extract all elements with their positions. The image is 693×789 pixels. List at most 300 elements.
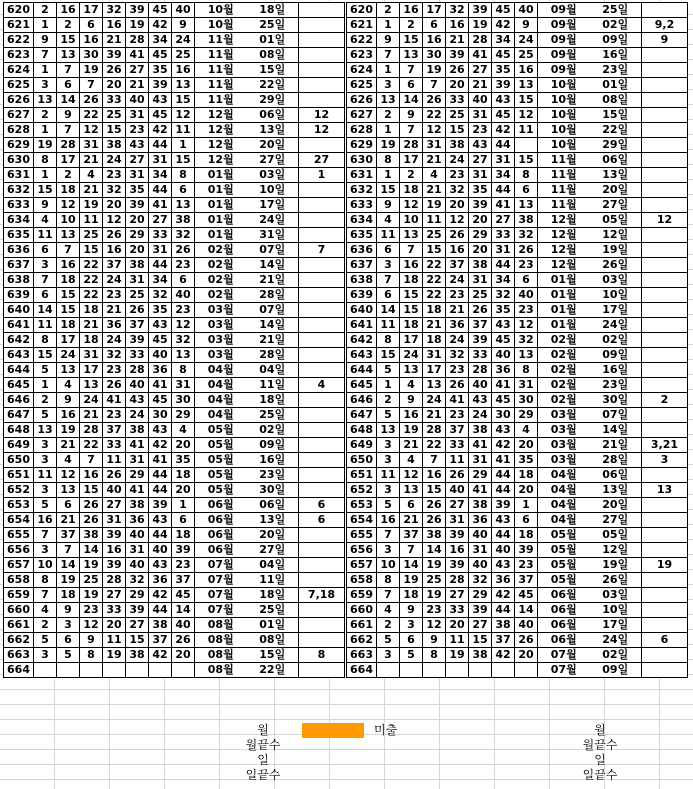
cell-draw-number[interactable]: 625 [347, 78, 377, 93]
cell-ball-number[interactable]: 10 [377, 558, 400, 573]
cell-ball-number[interactable]: 13 [172, 198, 195, 213]
cell-draw-number[interactable]: 657 [4, 558, 34, 573]
cell-note[interactable] [642, 663, 688, 678]
cell-draw-date[interactable] [538, 378, 642, 393]
cell-note[interactable] [642, 3, 688, 18]
cell-ball-number[interactable]: 16 [377, 513, 400, 528]
cell-note[interactable] [299, 18, 345, 33]
cell-draw-number[interactable]: 625 [4, 78, 34, 93]
cell-ball-number[interactable]: 28 [469, 33, 492, 48]
cell-ball-number[interactable]: 16 [423, 468, 446, 483]
cell-ball-number[interactable]: 11 [515, 123, 538, 138]
cell-ball-number[interactable] [469, 663, 492, 678]
cell-ball-number[interactable]: 40 [103, 483, 126, 498]
cell-ball-number[interactable]: 21 [469, 78, 492, 93]
cell-ball-number[interactable]: 36 [492, 363, 515, 378]
cell-draw-number[interactable]: 624 [4, 63, 34, 78]
cell-ball-number[interactable]: 5 [377, 498, 400, 513]
cell-ball-number[interactable]: 26 [103, 63, 126, 78]
cell-ball-number[interactable]: 39 [149, 498, 172, 513]
cell-ball-number[interactable]: 24 [446, 273, 469, 288]
cell-draw-number[interactable]: 658 [4, 573, 34, 588]
cell-ball-number[interactable]: 33 [469, 348, 492, 363]
cell-ball-number[interactable]: 23 [515, 558, 538, 573]
cell-ball-number[interactable]: 18 [400, 183, 423, 198]
cell-ball-number[interactable]: 7 [377, 273, 400, 288]
cell-ball-number[interactable]: 31 [423, 348, 446, 363]
cell-draw-date[interactable] [538, 363, 642, 378]
cell-ball-number[interactable]: 19 [423, 63, 446, 78]
cell-draw-date[interactable] [195, 318, 299, 333]
cell-ball-number[interactable]: 1 [377, 18, 400, 33]
cell-ball-number[interactable]: 6 [377, 288, 400, 303]
cell-ball-number[interactable]: 11 [103, 633, 126, 648]
cell-ball-number[interactable]: 40 [126, 558, 149, 573]
cell-ball-number[interactable]: 23 [103, 363, 126, 378]
cell-ball-number[interactable]: 22 [423, 438, 446, 453]
cell-ball-number[interactable]: 1 [377, 123, 400, 138]
cell-draw-date[interactable] [195, 243, 299, 258]
cell-ball-number[interactable]: 44 [492, 528, 515, 543]
cell-ball-number[interactable]: 16 [103, 243, 126, 258]
cell-ball-number[interactable]: 31 [126, 168, 149, 183]
cell-ball-number[interactable]: 16 [57, 408, 80, 423]
cell-ball-number[interactable]: 6 [400, 633, 423, 648]
cell-note[interactable] [299, 63, 345, 78]
cell-ball-number[interactable]: 4 [400, 378, 423, 393]
cell-draw-number[interactable]: 622 [4, 33, 34, 48]
cell-note[interactable] [642, 333, 688, 348]
cell-ball-number[interactable]: 23 [172, 558, 195, 573]
cell-note[interactable] [299, 393, 345, 408]
cell-ball-number[interactable]: 7 [400, 63, 423, 78]
cell-draw-date[interactable] [538, 228, 642, 243]
month-end-color-swatch[interactable] [509, 738, 545, 753]
cell-note[interactable] [299, 363, 345, 378]
cell-ball-number[interactable]: 4 [400, 453, 423, 468]
cell-ball-number[interactable]: 38 [469, 258, 492, 273]
cell-ball-number[interactable]: 32 [149, 288, 172, 303]
cell-ball-number[interactable]: 41 [103, 393, 126, 408]
cell-ball-number[interactable]: 38 [103, 138, 126, 153]
cell-ball-number[interactable]: 40 [469, 528, 492, 543]
cell-ball-number[interactable]: 18 [423, 303, 446, 318]
cell-draw-date[interactable] [195, 333, 299, 348]
cell-ball-number[interactable]: 25 [80, 573, 103, 588]
cell-draw-date[interactable] [538, 558, 642, 573]
cell-draw-date[interactable] [538, 513, 642, 528]
cell-note[interactable] [642, 228, 688, 243]
cell-ball-number[interactable]: 32 [515, 228, 538, 243]
cell-ball-number[interactable]: 1 [34, 378, 57, 393]
cell-draw-number[interactable]: 640 [4, 303, 34, 318]
cell-draw-date[interactable] [195, 93, 299, 108]
cell-draw-number[interactable]: 636 [4, 243, 34, 258]
cell-ball-number[interactable]: 28 [57, 138, 80, 153]
cell-ball-number[interactable]: 38 [469, 648, 492, 663]
cell-ball-number[interactable]: 21 [423, 318, 446, 333]
cell-draw-number[interactable]: 630 [347, 153, 377, 168]
cell-draw-date[interactable] [538, 393, 642, 408]
cell-ball-number[interactable]: 26 [446, 378, 469, 393]
cell-ball-number[interactable]: 22 [80, 438, 103, 453]
cell-note[interactable]: 3,21 [642, 438, 688, 453]
cell-ball-number[interactable]: 13 [377, 423, 400, 438]
cell-ball-number[interactable]: 18 [57, 318, 80, 333]
cell-note[interactable] [642, 348, 688, 363]
cell-ball-number[interactable]: 32 [172, 333, 195, 348]
cell-ball-number[interactable]: 14 [80, 543, 103, 558]
cell-note[interactable] [642, 363, 688, 378]
cell-ball-number[interactable]: 39 [446, 528, 469, 543]
cell-note[interactable]: 3 [642, 453, 688, 468]
cell-ball-number[interactable]: 38 [515, 213, 538, 228]
cell-note[interactable] [642, 138, 688, 153]
cell-ball-number[interactable]: 44 [492, 183, 515, 198]
cell-ball-number[interactable]: 39 [103, 528, 126, 543]
cell-ball-number[interactable]: 30 [80, 48, 103, 63]
cell-ball-number[interactable]: 10 [400, 213, 423, 228]
cell-ball-number[interactable]: 27 [126, 618, 149, 633]
cell-ball-number[interactable]: 28 [126, 363, 149, 378]
cell-draw-date[interactable] [538, 453, 642, 468]
cell-ball-number[interactable]: 13 [57, 363, 80, 378]
cell-ball-number[interactable]: 39 [515, 543, 538, 558]
cell-draw-date[interactable] [538, 603, 642, 618]
cell-draw-number[interactable]: 649 [4, 438, 34, 453]
cell-ball-number[interactable]: 41 [149, 453, 172, 468]
cell-ball-number[interactable]: 20 [126, 243, 149, 258]
legend-label-day-end[interactable]: 일끝수 [245, 768, 281, 782]
cell-ball-number[interactable]: 15 [126, 633, 149, 648]
cell-note[interactable] [642, 468, 688, 483]
cell-draw-date[interactable] [538, 33, 642, 48]
cell-note[interactable] [299, 138, 345, 153]
cell-draw-date[interactable] [538, 348, 642, 363]
cell-draw-date[interactable] [195, 498, 299, 513]
cell-ball-number[interactable]: 1 [34, 18, 57, 33]
cell-draw-number[interactable]: 661 [347, 618, 377, 633]
cell-ball-number[interactable]: 1 [34, 63, 57, 78]
cell-ball-number[interactable]: 34 [492, 273, 515, 288]
cell-ball-number[interactable]: 32 [492, 288, 515, 303]
cell-ball-number[interactable]: 1 [515, 498, 538, 513]
cell-ball-number[interactable]: 6 [172, 273, 195, 288]
cell-ball-number[interactable]: 28 [446, 573, 469, 588]
cell-ball-number[interactable]: 33 [126, 348, 149, 363]
cell-draw-date[interactable] [538, 543, 642, 558]
cell-ball-number[interactable]: 39 [103, 558, 126, 573]
cell-ball-number[interactable]: 43 [126, 138, 149, 153]
cell-ball-number[interactable]: 7 [57, 63, 80, 78]
cell-ball-number[interactable]: 3 [377, 483, 400, 498]
cell-ball-number[interactable]: 4 [34, 213, 57, 228]
cell-ball-number[interactable]: 26 [80, 513, 103, 528]
cell-ball-number[interactable]: 22 [80, 288, 103, 303]
cell-ball-number[interactable]: 34 [492, 168, 515, 183]
cell-ball-number[interactable]: 22 [80, 258, 103, 273]
cell-draw-number[interactable]: 652 [4, 483, 34, 498]
cell-ball-number[interactable]: 23 [446, 288, 469, 303]
cell-ball-number[interactable]: 40 [126, 528, 149, 543]
cell-ball-number[interactable]: 41 [469, 483, 492, 498]
cell-ball-number[interactable]: 42 [492, 588, 515, 603]
cell-ball-number[interactable]: 14 [423, 543, 446, 558]
cell-ball-number[interactable]: 11 [172, 123, 195, 138]
cell-ball-number[interactable]: 27 [469, 63, 492, 78]
cell-note[interactable] [299, 318, 345, 333]
cell-ball-number[interactable]: 7 [400, 123, 423, 138]
cell-ball-number[interactable]: 24 [469, 408, 492, 423]
cell-draw-number[interactable]: 647 [4, 408, 34, 423]
cell-draw-date[interactable] [195, 138, 299, 153]
cell-note[interactable] [299, 573, 345, 588]
cell-ball-number[interactable]: 6 [172, 183, 195, 198]
cell-ball-number[interactable]: 41 [469, 438, 492, 453]
cell-note[interactable]: 4 [299, 378, 345, 393]
cell-ball-number[interactable]: 15 [57, 33, 80, 48]
cell-draw-number[interactable]: 643 [4, 348, 34, 363]
cell-ball-number[interactable]: 22 [423, 288, 446, 303]
cell-ball-number[interactable]: 21 [423, 408, 446, 423]
cell-note[interactable] [299, 543, 345, 558]
cell-ball-number[interactable]: 28 [423, 423, 446, 438]
cell-ball-number[interactable]: 39 [103, 48, 126, 63]
cell-ball-number[interactable]: 14 [377, 303, 400, 318]
cell-ball-number[interactable]: 42 [492, 438, 515, 453]
cell-ball-number[interactable]: 21 [400, 513, 423, 528]
cell-note[interactable] [299, 288, 345, 303]
cell-draw-date[interactable] [538, 303, 642, 318]
cell-ball-number[interactable]: 14 [34, 303, 57, 318]
cell-ball-number[interactable]: 12 [80, 123, 103, 138]
cell-draw-number[interactable]: 648 [4, 423, 34, 438]
cell-ball-number[interactable]: 6 [515, 183, 538, 198]
cell-ball-number[interactable]: 38 [469, 498, 492, 513]
cell-ball-number[interactable]: 26 [103, 378, 126, 393]
cell-ball-number[interactable]: 6 [80, 18, 103, 33]
cell-ball-number[interactable]: 11 [34, 468, 57, 483]
cell-ball-number[interactable]: 20 [446, 198, 469, 213]
cell-ball-number[interactable]: 15 [80, 243, 103, 258]
cell-note[interactable] [299, 483, 345, 498]
cell-ball-number[interactable]: 3 [34, 483, 57, 498]
cell-ball-number[interactable]: 19 [400, 423, 423, 438]
cell-note[interactable] [299, 93, 345, 108]
cell-ball-number[interactable]: 26 [515, 633, 538, 648]
cell-ball-number[interactable]: 8 [80, 648, 103, 663]
cell-draw-date[interactable] [195, 378, 299, 393]
cell-ball-number[interactable]: 23 [103, 408, 126, 423]
cell-ball-number[interactable]: 31 [469, 453, 492, 468]
cell-ball-number[interactable]: 23 [446, 168, 469, 183]
cell-ball-number[interactable]: 40 [515, 3, 538, 18]
cell-draw-date[interactable] [538, 528, 642, 543]
cell-ball-number[interactable]: 3 [34, 438, 57, 453]
cell-draw-number[interactable]: 639 [4, 288, 34, 303]
cell-ball-number[interactable]: 29 [126, 588, 149, 603]
cell-note[interactable] [642, 243, 688, 258]
cell-ball-number[interactable]: 36 [103, 318, 126, 333]
cell-draw-number[interactable]: 663 [4, 648, 34, 663]
cell-draw-date[interactable] [538, 78, 642, 93]
cell-ball-number[interactable]: 35 [492, 303, 515, 318]
cell-ball-number[interactable]: 31 [126, 543, 149, 558]
cell-draw-date[interactable] [195, 408, 299, 423]
cell-ball-number[interactable]: 26 [103, 468, 126, 483]
cell-note[interactable]: 9 [642, 33, 688, 48]
cell-ball-number[interactable]: 15 [400, 303, 423, 318]
cell-ball-number[interactable]: 8 [423, 648, 446, 663]
cell-ball-number[interactable]: 43 [149, 318, 172, 333]
cell-ball-number[interactable]: 21 [57, 438, 80, 453]
cell-ball-number[interactable]: 41 [126, 483, 149, 498]
cell-ball-number[interactable]: 37 [149, 633, 172, 648]
cell-ball-number[interactable]: 21 [126, 78, 149, 93]
cell-ball-number[interactable]: 5 [400, 648, 423, 663]
cell-ball-number[interactable]: 45 [492, 3, 515, 18]
cell-draw-number[interactable]: 641 [4, 318, 34, 333]
cell-note[interactable] [299, 408, 345, 423]
cell-ball-number[interactable]: 2 [34, 393, 57, 408]
cell-ball-number[interactable]: 6 [57, 78, 80, 93]
cell-ball-number[interactable]: 43 [469, 138, 492, 153]
cell-ball-number[interactable]: 40 [172, 3, 195, 18]
cell-ball-number[interactable]: 16 [80, 33, 103, 48]
cell-note[interactable] [642, 183, 688, 198]
cell-note[interactable] [299, 348, 345, 363]
cell-ball-number[interactable]: 22 [423, 273, 446, 288]
cell-ball-number[interactable]: 18 [423, 333, 446, 348]
cell-ball-number[interactable]: 44 [149, 483, 172, 498]
cell-ball-number[interactable]: 11 [377, 228, 400, 243]
cell-note[interactable] [642, 408, 688, 423]
cell-note[interactable] [642, 528, 688, 543]
cell-ball-number[interactable]: 37 [103, 258, 126, 273]
cell-ball-number[interactable]: 44 [492, 468, 515, 483]
cell-ball-number[interactable]: 9 [57, 108, 80, 123]
cell-ball-number[interactable]: 17 [423, 363, 446, 378]
legend-label-missing[interactable]: 미출 [374, 723, 398, 737]
cell-ball-number[interactable]: 28 [469, 363, 492, 378]
cell-ball-number[interactable]: 26 [423, 513, 446, 528]
cell-ball-number[interactable]: 31 [103, 513, 126, 528]
cell-ball-number[interactable]: 4 [515, 423, 538, 438]
cell-draw-date[interactable] [538, 423, 642, 438]
cell-draw-date[interactable] [195, 33, 299, 48]
cell-ball-number[interactable]: 20 [172, 438, 195, 453]
cell-draw-date[interactable] [538, 408, 642, 423]
cell-ball-number[interactable]: 30 [149, 408, 172, 423]
cell-ball-number[interactable]: 23 [515, 303, 538, 318]
cell-ball-number[interactable]: 36 [149, 573, 172, 588]
cell-ball-number[interactable]: 16 [172, 63, 195, 78]
cell-ball-number[interactable]: 7 [377, 48, 400, 63]
cell-ball-number[interactable]: 12 [80, 618, 103, 633]
cell-ball-number[interactable]: 23 [423, 603, 446, 618]
cell-draw-date[interactable] [538, 573, 642, 588]
cell-ball-number[interactable]: 4 [423, 168, 446, 183]
cell-note[interactable]: 6 [299, 498, 345, 513]
cell-ball-number[interactable]: 38 [446, 138, 469, 153]
cell-note[interactable] [642, 93, 688, 108]
cell-ball-number[interactable]: 34 [149, 168, 172, 183]
cell-ball-number[interactable]: 31 [492, 243, 515, 258]
cell-ball-number[interactable]: 1 [172, 138, 195, 153]
cell-note[interactable]: 9,2 [642, 18, 688, 33]
cell-ball-number[interactable]: 11 [80, 213, 103, 228]
cell-ball-number[interactable]: 5 [57, 648, 80, 663]
cell-ball-number[interactable] [126, 663, 149, 678]
cell-draw-date[interactable] [538, 468, 642, 483]
cell-ball-number[interactable]: 19 [80, 588, 103, 603]
cell-ball-number[interactable]: 3 [400, 618, 423, 633]
cell-ball-number[interactable]: 2 [400, 168, 423, 183]
cell-ball-number[interactable]: 6 [377, 243, 400, 258]
cell-draw-date[interactable] [195, 183, 299, 198]
cell-ball-number[interactable]: 31 [492, 153, 515, 168]
cell-draw-date[interactable] [538, 168, 642, 183]
cell-draw-date[interactable] [195, 588, 299, 603]
cell-ball-number[interactable]: 28 [80, 423, 103, 438]
cell-ball-number[interactable]: 37 [446, 423, 469, 438]
cell-ball-number[interactable]: 40 [492, 348, 515, 363]
cell-ball-number[interactable]: 20 [515, 648, 538, 663]
cell-ball-number[interactable]: 12 [57, 198, 80, 213]
cell-ball-number[interactable]: 5 [377, 633, 400, 648]
cell-ball-number[interactable]: 38 [80, 528, 103, 543]
cell-ball-number[interactable]: 7 [377, 588, 400, 603]
cell-ball-number[interactable]: 7 [80, 78, 103, 93]
cell-ball-number[interactable]: 33 [103, 438, 126, 453]
cell-ball-number[interactable]: 36 [492, 573, 515, 588]
cell-note[interactable] [642, 153, 688, 168]
cell-ball-number[interactable]: 32 [446, 3, 469, 18]
cell-ball-number[interactable]: 45 [149, 3, 172, 18]
cell-note[interactable] [299, 633, 345, 648]
cell-ball-number[interactable]: 20 [446, 78, 469, 93]
cell-draw-date[interactable] [538, 123, 642, 138]
cell-note[interactable] [299, 273, 345, 288]
cell-note[interactable] [642, 573, 688, 588]
cell-ball-number[interactable]: 31 [126, 108, 149, 123]
cell-ball-number[interactable]: 9 [172, 18, 195, 33]
cell-ball-number[interactable]: 7 [34, 588, 57, 603]
cell-draw-number[interactable]: 628 [347, 123, 377, 138]
cell-ball-number[interactable]: 9 [400, 393, 423, 408]
cell-note[interactable] [642, 198, 688, 213]
cell-draw-date[interactable] [538, 93, 642, 108]
cell-ball-number[interactable]: 21 [80, 183, 103, 198]
cell-ball-number[interactable]: 25 [469, 288, 492, 303]
cell-ball-number[interactable]: 21 [80, 318, 103, 333]
cell-draw-date[interactable] [195, 513, 299, 528]
cell-ball-number[interactable]: 20 [103, 198, 126, 213]
cell-ball-number[interactable]: 9 [377, 33, 400, 48]
cell-ball-number[interactable]: 12 [172, 318, 195, 333]
cell-ball-number[interactable]: 12 [515, 108, 538, 123]
cell-ball-number[interactable]: 33 [446, 93, 469, 108]
cell-ball-number[interactable]: 38 [149, 618, 172, 633]
cell-note[interactable]: 12 [642, 213, 688, 228]
cell-ball-number[interactable]: 32 [172, 228, 195, 243]
cell-draw-number[interactable]: 660 [4, 603, 34, 618]
cell-ball-number[interactable]: 30 [423, 48, 446, 63]
cell-ball-number[interactable]: 18 [515, 528, 538, 543]
cell-ball-number[interactable]: 32 [126, 573, 149, 588]
cell-ball-number[interactable]: 5 [34, 633, 57, 648]
cell-ball-number[interactable]: 12 [103, 213, 126, 228]
